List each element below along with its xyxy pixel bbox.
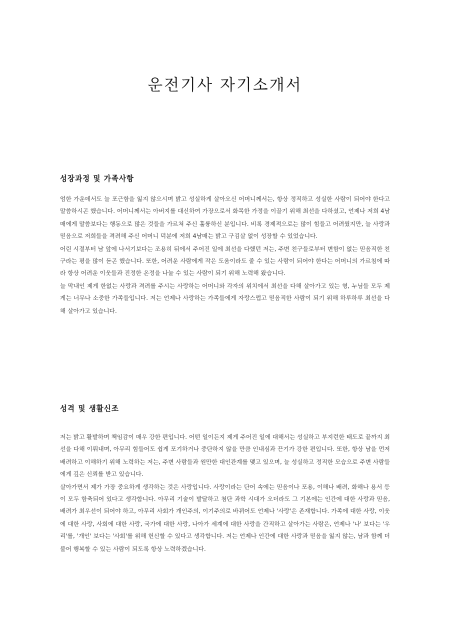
paragraph: 어린 시절부터 남 앞에 나서기보다는 조용히 뒤에서 주어진 일에 최선을 다했던 저는, 주변 친구들로부터 변함이 없는 믿음직한 친구라는 평을 많이 듣곤 했습니다. 또한, 어려운 사람에게 작은 도움이라도 줄 수 있는 사람이 되어야 한다는 어머니의 가르침에 따라 항상 어려운 이웃들과 진정한 온정을 나눌 수 있는 사람이 되기 위해 노력해 왔습니다. — [60, 246, 390, 278]
paragraph: 살아가면서 제가 가장 중요하게 생각하는 것은 사랑입니다. 사랑이라는 단어 속에는 믿음이나 포용, 이해나 배려, 화해나 용서 등이 모두 함축되어 있다고 생각합니다. 아무리 기술이 발달하고 첨단 과학 시대가 오더라도 그 기본에는 인간에 대한 사랑과 믿음, 배려가 최우선이 되어야 하고, 아무리 사회가 개인주의, 이기주의로 바뀌어도 언제나 '사랑'은 존재합니다. 가족에 대한 사랑, 이웃에 대한 사랑, 사회에 대한 사랑, 국가에 대한 사랑, 나아가 세계에 대한 사랑을 간직하고 살아가는 사람은, 언제나 '나' 보다는 '우리'를, '개인' 보다는 '사회'를 위해 헌신할 수 있다고 생각합니다. 저는 언제나 인간에 대한 사랑과 믿음을 잃지 않는, 남과 함께 더불어 행복할 수 있는 사람이 되도록 항상 노력하겠습니다. — [60, 484, 390, 553]
document-title: 운전기사 자기소개서 — [147, 76, 303, 94]
section-heading-personality: 성격 및 생활신조 — [60, 404, 120, 413]
section-body-growth — [60, 194, 390, 318]
paragraph: 엄한 가운데서도 늘 포근함을 잃지 않으시며 밝고 성실하게 살아오신 어머니께서는, 항상 정직하고 성실한 사람이 되어야 한다고 말씀하시곤 했습니다. 어머니께서는 아버지를 대신하여 가장으로서 화목한 가정을 이끌기 위해 최선을 다하셨고, 언제나 저희 4남매에게 말씀보다는 행동으로 많은 것들을 가르쳐 주신 훌륭하신 분입니다. 비록 경제적으로는 많이 힘들고 어려웠지만, 늘 사랑과 믿음으로 저희들을 격려해 주신 어머니 덕분에 저희 4남매는 밝고 구김살 없이 성장할 수 있었습니다. — [60, 197, 390, 241]
paragraph: 저는 밝고 활발하며 책임감이 매우 강한 편입니다. 어떤 일이든지 제게 주어진 일에 대해서는 성실하고 부지런한 태도로 끝까지 최선을 다해 이뤄내며, 아무리 힘들어도 쉽게 포기하거나 중단하지 않을 만큼 인내심과 끈기가 강한 편입니다. 또한, 항상 남을 먼저 배려하고 이해하기 위해 노력하는 저는, 주변 사람들과 원만한 대인관계를 맺고 있으며, 늘 성실하고 정직한 모습으로 주변 사람들에게 깊은 신뢰를 받고 있습니다. — [60, 435, 390, 479]
paragraph: 늘 막내인 제게 한없는 사랑과 격려를 주시는 사랑하는 어머니와 각자의 위치에서 최선을 다해 살아가고 있는 형, 누님들 모두 제게는 너무나 소중한 가족들입니다. 저는 언제나 사랑하는 가족들에게 자랑스럽고 믿음직한 사람이 되기 위해 하루하루 최선을 다해 살아가고 있습니다. — [60, 283, 390, 315]
section-body-personality — [60, 432, 390, 556]
section-heading-growth: 성장과정 및 가족사항 — [60, 174, 135, 183]
